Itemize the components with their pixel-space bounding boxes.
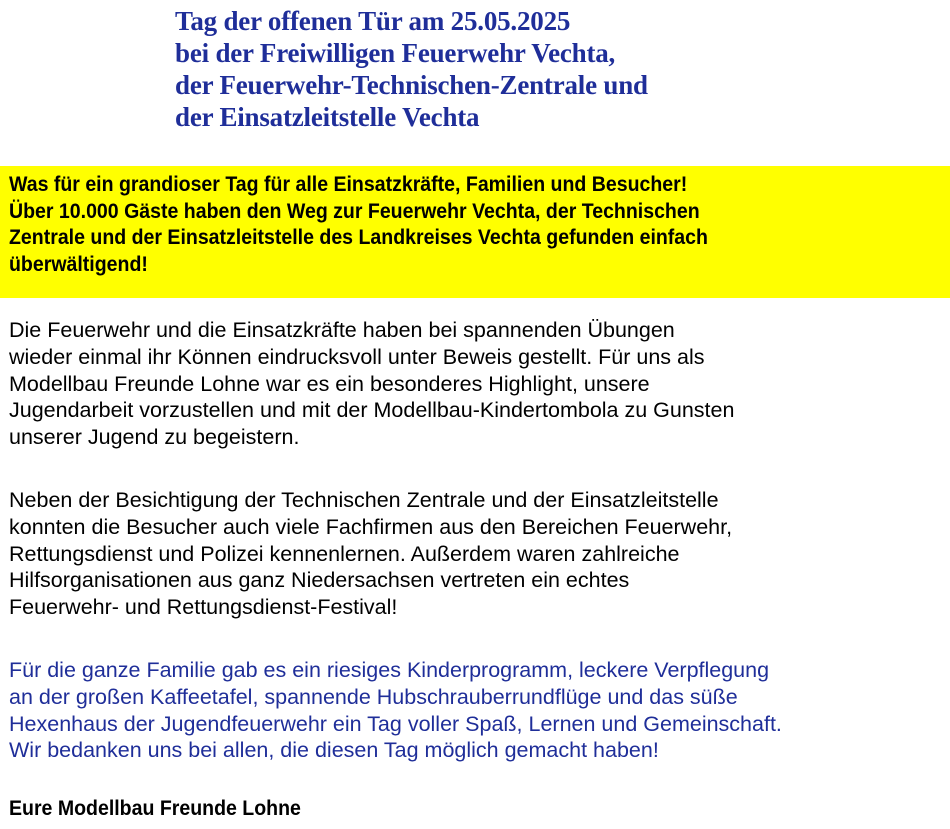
highlight-line: Über 10.000 Gäste haben den Weg zur Feuerwehr Vechta, der Technischen: [9, 199, 700, 223]
highlight-text: [9, 172, 883, 278]
highlight-line: überwältigend!: [9, 252, 148, 276]
paragraph-line: Hilfsorganisationen aus ganz Niedersachsen vertreten ein echtes: [9, 568, 630, 593]
paragraph-line: Hexenhaus der Jugendfeuerwehr ein Tag voller Spaß, Lernen und Gemeinschaft.: [9, 711, 782, 736]
paragraph-line: Jugendarbeit vorzustellen und mit der Modellbau-Kindertombola zu Gunsten: [9, 398, 735, 423]
page-title: [175, 5, 945, 133]
paragraph-line: Wir bedanken uns bei allen, die diesen Tag möglich gemacht haben!: [9, 738, 659, 763]
title-line: bei der Freiwilligen Feuerwehr Vechta,: [175, 38, 616, 68]
paragraph-line: wieder einmal ihr Können eindrucksvoll unter Beweis gestellt. Für uns als: [9, 344, 705, 369]
highlight-line: Was für ein grandioser Tag für alle Einsatzkräfte, Familien und Besucher!: [9, 173, 688, 196]
title-line: der Feuerwehr-Technischen-Zentrale und: [175, 70, 648, 100]
paragraph-family: [9, 657, 949, 764]
title-line: der Einsatzleitstelle Vechta: [175, 102, 480, 132]
paragraph-line: Feuerwehr- und Rettungsdienst-Festival!: [9, 595, 398, 620]
signature: Eure Modellbau Freunde Lohne: [9, 797, 301, 820]
paragraph-line: an der großen Kaffeetafel, spannende Hubschrauberrundflüge und das süße: [9, 684, 738, 709]
paragraph-visitors: [9, 487, 949, 621]
paragraph-line: Für die ganze Familie gab es ein riesiges Kinderprogramm, leckere Verpflegung: [9, 658, 770, 682]
paragraph-line: Die Feuerwehr und die Einsatzkräfte haben bei spannenden Übungen: [9, 318, 675, 342]
highlight-line: Zentrale und der Einsatzleitstelle des Landkreises Vechta gefunden einfach: [9, 226, 708, 249]
paragraph-line: konnten die Besucher auch viele Fachfirmen aus den Bereichen Feuerwehr,: [9, 514, 733, 539]
paragraph-line: Modellbau Freunde Lohne war es ein besonderes Highlight, unsere: [9, 371, 650, 396]
paragraph-exercises: [9, 317, 949, 451]
paragraph-line: unserer Jugend zu begeistern.: [9, 425, 300, 450]
paragraph-line: Rettungsdienst und Polizei kennenlernen. Außerdem waren zahlreiche: [9, 541, 680, 566]
title-line: Tag der offenen Tür am 25.05.2025: [175, 6, 571, 36]
paragraph-line: Neben der Besichtigung der Technischen Zentrale und der Einsatzleitstelle: [9, 488, 719, 512]
